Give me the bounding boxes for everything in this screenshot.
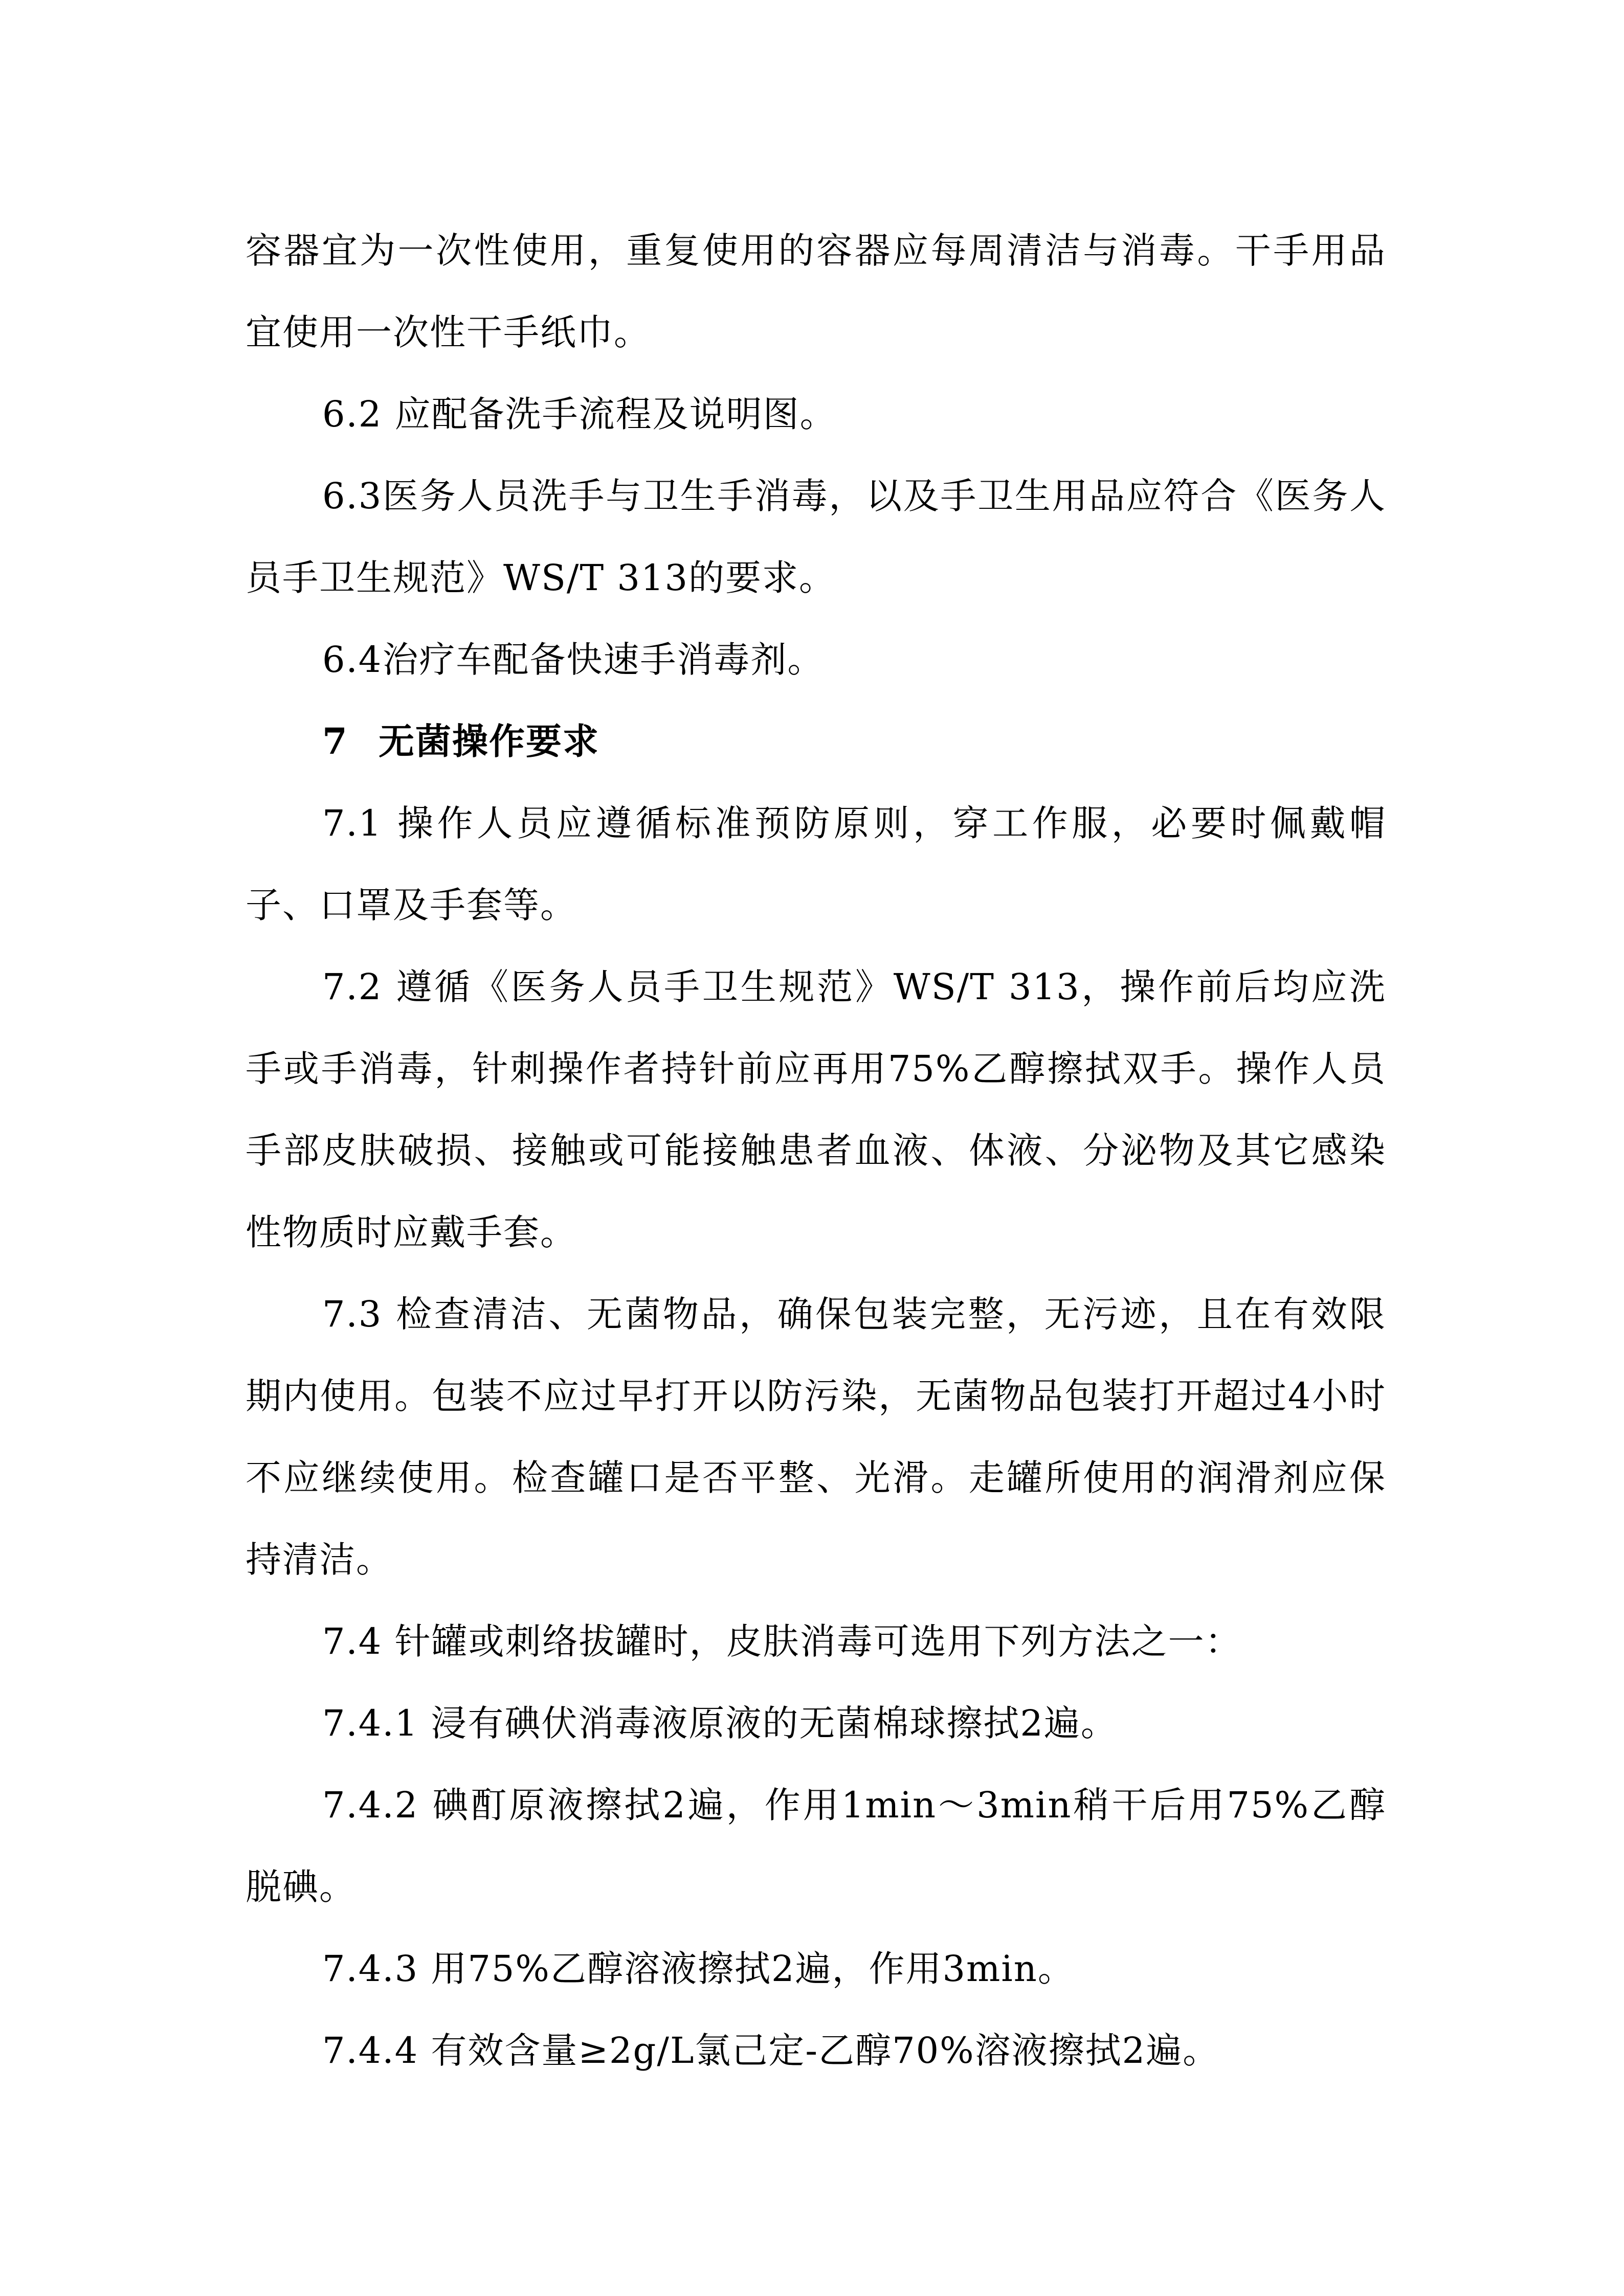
paragraph-7-4-4: 7.4.4 有效含量≥2g/L氯己定-乙醇70%溶液擦拭2遍。 (322, 2030, 1220, 2072)
paragraph-7-1: 7.1 操作人员应遵循标准预防原则，穿工作服，必要时佩戴帽子、口罩及手套等。 (246, 802, 1386, 926)
paragraph-7-4-2: 7.4.2 碘酊原液擦拭2遍，作用1min～3min稍干后用75%乙醇脱碘。 (246, 1784, 1386, 1908)
paragraph-7-4-1: 7.4.1 浸有碘伏消毒液原液的无菌棉球擦拭2遍。 (322, 1702, 1118, 1744)
section-7-heading (246, 701, 1386, 782)
section-7-title: 无菌操作要求 (379, 720, 599, 762)
paragraph-7-4: 7.4 针罐或刺络拔罐时，皮肤消毒可选用下列方法之一： (322, 1620, 1242, 1662)
paragraph-7-2: 7.2 遵循《医务人员手卫生规范》WS/T 313，操作前后均应洗手或手消毒，针刺操作者持针前应再用75%乙醇擦拭双手。操作人员手部皮肤破损、接触或可能接触患者血液、体液、分泌物及其它感染性物质时应戴手套。 (246, 966, 1386, 1253)
paragraph-6-2: 6.2 应配备洗手流程及说明图。 (322, 393, 837, 435)
paragraph-7-3: 7.3 检查清洁、无菌物品，确保包装完整，无污迹，且在有效限期内使用。包装不应过早打开以防污染，无菌物品包装打开超过4小时不应继续使用。检查罐口是否平整、光滑。走罐所使用的润滑剂应保持清洁。 (246, 1293, 1386, 1581)
paragraph-6-3: 6.3医务人员洗手与卫生手消毒，以及手卫生用品应符合《医务人员手卫生规范》WS/T 313的要求。 (246, 475, 1386, 599)
section-7-number: 7 (322, 720, 348, 762)
paragraph-6-4: 6.4治疗车配备快速手消毒剂。 (322, 639, 825, 681)
document-body (246, 210, 1386, 2091)
paragraph-continuation: 容器宜为一次性使用，重复使用的容器应每周清洁与消毒。干手用品宜使用一次性干手纸巾。 (246, 230, 1386, 353)
paragraph-7-4-3: 7.4.3 用75%乙醇溶液擦拭2遍，作用3min。 (322, 1948, 1075, 1990)
